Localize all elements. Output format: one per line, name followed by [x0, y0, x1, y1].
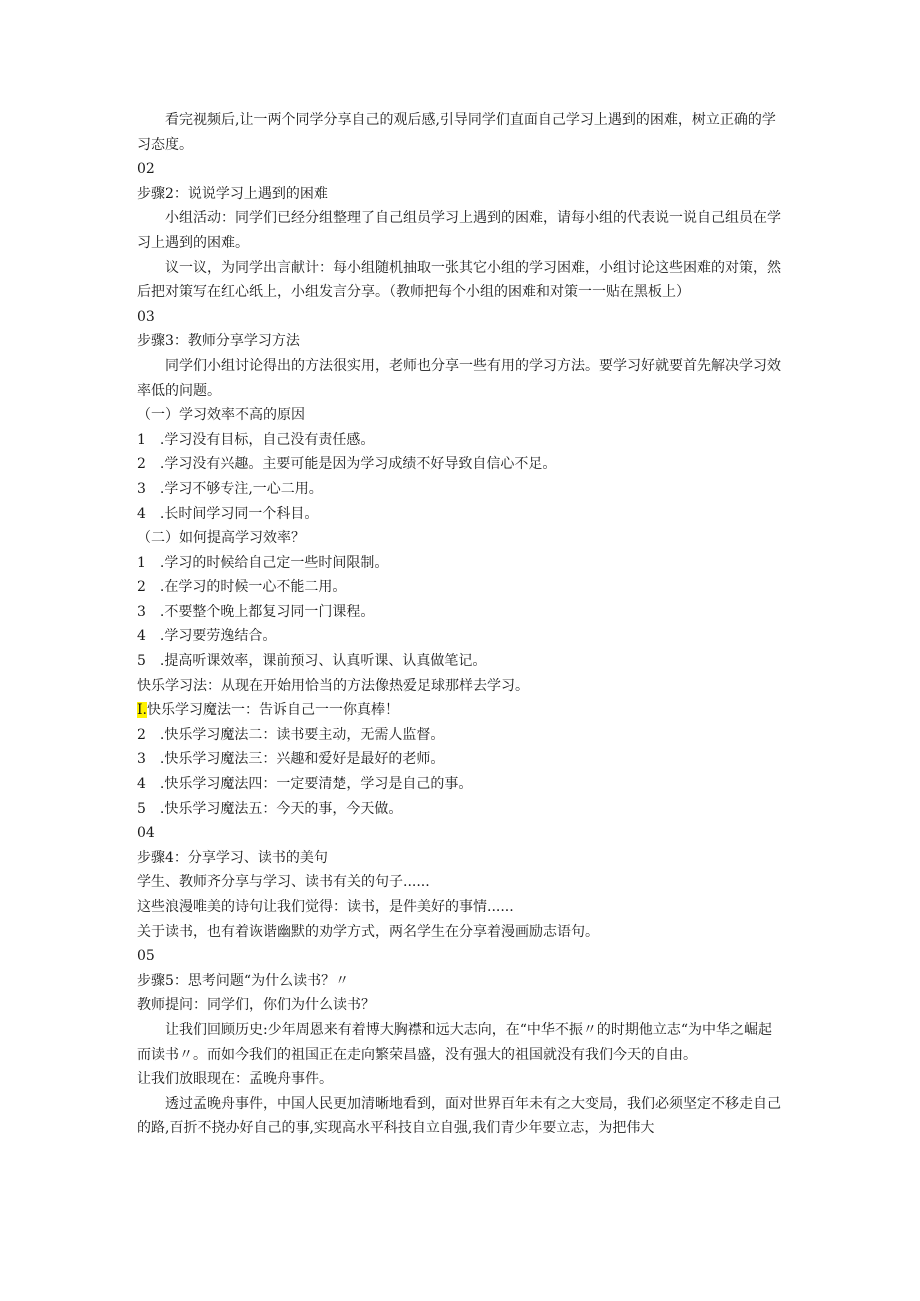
step-heading: 步骤4：分享学习、读书的美句	[137, 849, 328, 866]
list-item: 3 .不要整个晚上都复习同一门课程。	[137, 603, 375, 620]
list-item: 1 .学习的时候给自己定一些时间限制。	[137, 554, 389, 571]
paragraph: 议一议，为同学出言献计：每小组随机抽取一张其它小组的学习困难，小组讨论这些困难的对策，然后把对策写在红心纸上，小组发言分享。（教师把每个小组的困难和对策一一贴在黑板上）	[137, 259, 781, 301]
list-item	[137, 698, 785, 723]
list-item-text: 快乐学习魔法一：告诉自己一一你真棒！	[146, 702, 399, 719]
list-item: 1 .学习没有目标，自己没有责任感。	[137, 431, 375, 448]
paragraph: 同学们小组讨论得出的方法很实用，老师也分享一些有用的学习方法。要学习好就要首先解决学习效率低的问题。	[137, 357, 781, 399]
paragraph: 透过孟晚舟事件，中国人民更加清晰地看到，面对世界百年未有之大变局，我们必须坚定不移走自己的路,百折不挠办好自己的事,实现高水平科技自立自强,我们青少年要立志，为把伟大	[137, 1095, 781, 1137]
section-number: 02	[137, 161, 155, 178]
section-number: 05	[137, 948, 155, 965]
step-heading: 步骤2：说说学习上遇到的困难	[137, 185, 328, 202]
paragraph: 学生、教师齐分享与学习、读书有关的句子......	[137, 874, 430, 891]
step-heading: 步骤3：教师分享学习方法	[137, 333, 300, 350]
list-item: 2 .快乐学习魔法二：读书要主动，无需人监督。	[137, 726, 445, 743]
list-item: 5 .提高听课效率，课前预习、认真听课、认真做笔记。	[137, 653, 487, 670]
document-body	[137, 108, 785, 1141]
list-item: 2 .学习没有兴趣。主要可能是因为学习成绩不好导致自信心不足。	[137, 456, 557, 473]
section-number: 03	[137, 308, 155, 325]
paragraph: 这些浪漫唯美的诗句让我们觉得：读书，是件美好的事情......	[137, 899, 514, 915]
paragraph: 快乐学习法：从现在开始用恰当的方法像热爱足球那样去学习。	[137, 677, 529, 694]
paragraph: 看完视频后,让一两个同学分享自己的观后感,引导同学们直面自己学习上遇到的困难，树立正确的学习态度。	[137, 112, 776, 153]
list-item: 2 .在学习的时候一心不能二用。	[137, 579, 347, 596]
list-item: 3 .快乐学习魔法三：兴趣和爱好是最好的老师。	[137, 751, 445, 768]
list-item: 3 .学习不够专注,一心二用。	[137, 480, 323, 497]
section-number: 04	[137, 825, 155, 842]
subheading: （一）学习效率不高的原因	[137, 407, 305, 424]
highlighted-number: I.	[137, 702, 147, 719]
paragraph: 让我们放眼现在：孟晚舟事件。	[137, 1071, 333, 1088]
paragraph: 小组活动：同学们已经分组整理了自己组员学习上遇到的困难，请每小组的代表说一说自己组员在学习上遇到的困难。	[137, 210, 781, 251]
list-item: 4 .快乐学习魔法四：一定要清楚，学习是自己的事。	[137, 776, 473, 793]
step-heading: 步骤5：思考问题“为什么读书？〃	[137, 972, 350, 989]
paragraph: 让我们回顾历史:少年周恩来有着博大胸襟和远大志向，在“中华不振〃的时期他立志“为中华之崛起而读书〃。而如今我们的祖国正在走向繁荣昌盛，没有强大的祖国就没有我们今天的自由。	[137, 1021, 773, 1063]
paragraph: 教师提问：同学们，你们为什么读书？	[137, 997, 375, 1014]
list-item: 4 .长时间学习同一个科目。	[137, 505, 319, 522]
subheading: （二）如何提高学习效率？	[137, 530, 305, 547]
list-item: 4 .学习要劳逸结合。	[137, 628, 277, 645]
list-item: 5 .快乐学习魔法五：今天的事，今天做。	[137, 800, 403, 817]
paragraph: 关于读书，也有着诙谐幽默的劝学方式，两名学生在分享着漫画励志语句。	[137, 923, 599, 940]
